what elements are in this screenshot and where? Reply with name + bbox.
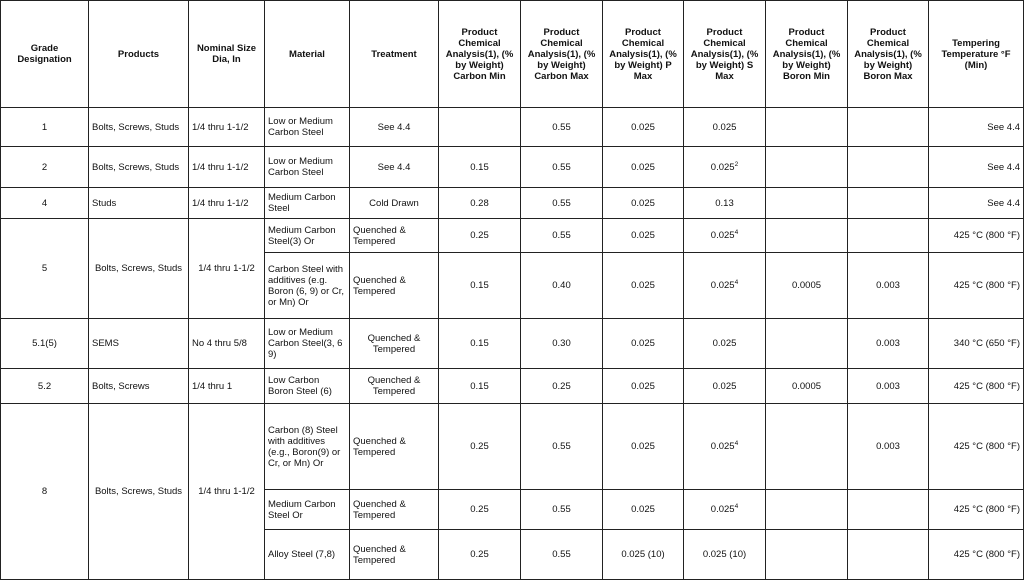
s-value: 0.025	[710, 441, 735, 452]
footnote-marker: 4	[734, 228, 739, 236]
cell-size: 1/4 thru 1-1/2	[189, 188, 265, 219]
cell-p-max: 0.025	[603, 319, 684, 369]
cell-tempering: 425 °C (800 °F)	[929, 490, 1024, 530]
cell-carbon-min: 0.25	[439, 219, 521, 253]
cell-carbon-max: 0.55	[521, 219, 603, 253]
cell-material: Low or Medium Carbon Steel	[265, 108, 350, 147]
header-s-max: Product Chemical Analysis(1), (% by Weight) S Max	[684, 1, 766, 108]
cell-products: Studs	[89, 188, 189, 219]
cell-s-max	[684, 147, 766, 188]
cell-s-max: 0.13	[684, 188, 766, 219]
header-p-max: Product Chemical Analysis(1), (% by Weight) P Max	[603, 1, 684, 108]
header-tempering: Tempering Temperature °F (Min)	[929, 1, 1024, 108]
cell-material: Medium Carbon Steel	[265, 188, 350, 219]
cell-size: 1/4 thru 1-1/2	[189, 108, 265, 147]
cell-carbon-min: 0.25	[439, 490, 521, 530]
header-treatment: Treatment	[350, 1, 439, 108]
cell-products: Bolts, Screws	[89, 369, 189, 404]
cell-carbon-min	[439, 108, 521, 147]
header-carbon-min: Product Chemical Analysis(1), (% by Weight) Carbon Min	[439, 1, 521, 108]
cell-material: Low or Medium Carbon Steel	[265, 147, 350, 188]
cell-boron-max	[848, 530, 929, 580]
s-value: 0.025	[710, 504, 735, 515]
cell-s-max: 0.025	[684, 108, 766, 147]
cell-carbon-min: 0.15	[439, 147, 521, 188]
cell-material: Carbon (8) Steel with additives (e.g., Boron(9) or Cr, or Mn) Or	[265, 404, 350, 490]
cell-grade: 1	[1, 108, 89, 147]
cell-products: Bolts, Screws, Studs	[89, 108, 189, 147]
header-row	[1, 1, 1024, 108]
cell-carbon-max: 0.55	[521, 530, 603, 580]
cell-p-max: 0.025	[603, 147, 684, 188]
cell-tempering: See 4.4	[929, 147, 1024, 188]
cell-tempering: 425 °C (800 °F)	[929, 369, 1024, 404]
cell-boron-min	[766, 108, 848, 147]
cell-size: 1/4 thru 1	[189, 369, 265, 404]
cell-carbon-min: 0.15	[439, 319, 521, 369]
cell-carbon-min: 0.15	[439, 253, 521, 319]
cell-treatment: See 4.4	[350, 108, 439, 147]
cell-boron-min: 0.0005	[766, 253, 848, 319]
header-grade: Grade Designation	[1, 1, 89, 108]
cell-products: Bolts, Screws, Studs	[89, 147, 189, 188]
table-row	[1, 404, 1024, 490]
cell-p-max: 0.025	[603, 219, 684, 253]
cell-boron-min	[766, 319, 848, 369]
table-row	[1, 219, 1024, 253]
cell-size: 1/4 thru 1-1/2	[189, 147, 265, 188]
table-row	[1, 147, 1024, 188]
cell-boron-max	[848, 188, 929, 219]
cell-grade: 5.1(5)	[1, 319, 89, 369]
cell-p-max: 0.025	[603, 369, 684, 404]
cell-treatment: Cold Drawn	[350, 188, 439, 219]
cell-boron-min	[766, 147, 848, 188]
cell-boron-min	[766, 404, 848, 490]
cell-p-max: 0.025	[603, 490, 684, 530]
footnote-marker: 4	[734, 278, 739, 286]
cell-carbon-min: 0.15	[439, 369, 521, 404]
cell-s-max: 0.025 (10)	[684, 530, 766, 580]
cell-p-max: 0.025	[603, 253, 684, 319]
cell-boron-min	[766, 188, 848, 219]
cell-tempering: 425 °C (800 °F)	[929, 404, 1024, 490]
header-carbon-max: Product Chemical Analysis(1), (% by Weight) Carbon Max	[521, 1, 603, 108]
cell-boron-max: 0.003	[848, 369, 929, 404]
table-row	[1, 319, 1024, 369]
cell-material: Carbon Steel with additives (e.g. Boron (6, 9) or Cr, or Mn) Or	[265, 253, 350, 319]
table-row	[1, 108, 1024, 147]
s-value: 0.025	[710, 230, 735, 241]
cell-carbon-min: 0.28	[439, 188, 521, 219]
cell-grade: 5	[1, 219, 89, 319]
header-material: Material	[265, 1, 350, 108]
cell-tempering: See 4.4	[929, 108, 1024, 147]
cell-boron-min	[766, 219, 848, 253]
table-row	[1, 188, 1024, 219]
footnote-marker: 4	[734, 439, 739, 447]
cell-treatment: Quenched & Tempered	[350, 319, 439, 369]
cell-boron-min: 0.0005	[766, 369, 848, 404]
cell-p-max: 0.025	[603, 404, 684, 490]
cell-material: Medium Carbon Steel Or	[265, 490, 350, 530]
cell-boron-min	[766, 530, 848, 580]
cell-tempering: 425 °C (800 °F)	[929, 530, 1024, 580]
cell-p-max: 0.025	[603, 108, 684, 147]
cell-material: Alloy Steel (7,8)	[265, 530, 350, 580]
cell-p-max: 0.025	[603, 188, 684, 219]
cell-tempering: 425 °C (800 °F)	[929, 253, 1024, 319]
s-value: 0.025	[710, 280, 735, 291]
cell-grade: 5.2	[1, 369, 89, 404]
cell-s-max	[684, 219, 766, 253]
cell-treatment: Quenched & Tempered	[350, 253, 439, 319]
cell-grade: 4	[1, 188, 89, 219]
cell-carbon-max: 0.30	[521, 319, 603, 369]
cell-material: Low Carbon Boron Steel (6)	[265, 369, 350, 404]
cell-treatment: Quenched & Tempered	[350, 530, 439, 580]
cell-grade: 8	[1, 404, 89, 580]
cell-products: Bolts, Screws, Studs	[89, 404, 189, 580]
footnote-marker: 4	[734, 502, 739, 510]
cell-carbon-max: 0.40	[521, 253, 603, 319]
cell-size: No 4 thru 5/8	[189, 319, 265, 369]
cell-boron-max	[848, 219, 929, 253]
cell-treatment: Quenched & Tempered	[350, 490, 439, 530]
cell-s-max: 0.025	[684, 319, 766, 369]
cell-carbon-max: 0.55	[521, 188, 603, 219]
cell-carbon-max: 0.55	[521, 147, 603, 188]
table-row	[1, 369, 1024, 404]
cell-size: 1/4 thru 1-1/2	[189, 404, 265, 580]
cell-carbon-min: 0.25	[439, 530, 521, 580]
cell-tempering: 425 °C (800 °F)	[929, 219, 1024, 253]
cell-products: Bolts, Screws, Studs	[89, 219, 189, 319]
s-value: 0.025	[710, 161, 735, 173]
header-size: Nominal Size Dia, In	[189, 1, 265, 108]
cell-carbon-max: 0.55	[521, 404, 603, 490]
cell-boron-max	[848, 147, 929, 188]
cell-grade: 2	[1, 147, 89, 188]
cell-boron-min	[766, 490, 848, 530]
cell-s-max	[684, 404, 766, 490]
cell-boron-max: 0.003	[848, 404, 929, 490]
cell-carbon-max: 0.55	[521, 490, 603, 530]
cell-tempering: See 4.4	[929, 188, 1024, 219]
footnote-marker: 2	[734, 160, 739, 168]
cell-treatment: See 4.4	[350, 147, 439, 188]
cell-material: Low or Medium Carbon Steel(3, 6 9)	[265, 319, 350, 369]
cell-s-max	[684, 253, 766, 319]
cell-tempering: 340 °C (650 °F)	[929, 319, 1024, 369]
cell-boron-max	[848, 108, 929, 147]
cell-boron-max: 0.003	[848, 253, 929, 319]
cell-carbon-max: 0.55	[521, 108, 603, 147]
cell-s-max	[684, 490, 766, 530]
cell-boron-max: 0.003	[848, 319, 929, 369]
cell-treatment: Quenched & Tempered	[350, 369, 439, 404]
cell-products: SEMS	[89, 319, 189, 369]
cell-treatment: Quenched & Tempered	[350, 219, 439, 253]
cell-treatment: Quenched & Tempered	[350, 404, 439, 490]
cell-p-max: 0.025 (10)	[603, 530, 684, 580]
header-products: Products	[89, 1, 189, 108]
cell-carbon-max: 0.25	[521, 369, 603, 404]
cell-size: 1/4 thru 1-1/2	[189, 219, 265, 319]
cell-s-max: 0.025	[684, 369, 766, 404]
header-boron-max: Product Chemical Analysis(1), (% by Weight) Boron Max	[848, 1, 929, 108]
cell-material: Medium Carbon Steel(3) Or	[265, 219, 350, 253]
cell-carbon-min: 0.25	[439, 404, 521, 490]
cell-boron-max	[848, 490, 929, 530]
header-boron-min: Product Chemical Analysis(1), (% by Weight) Boron Min	[766, 1, 848, 108]
